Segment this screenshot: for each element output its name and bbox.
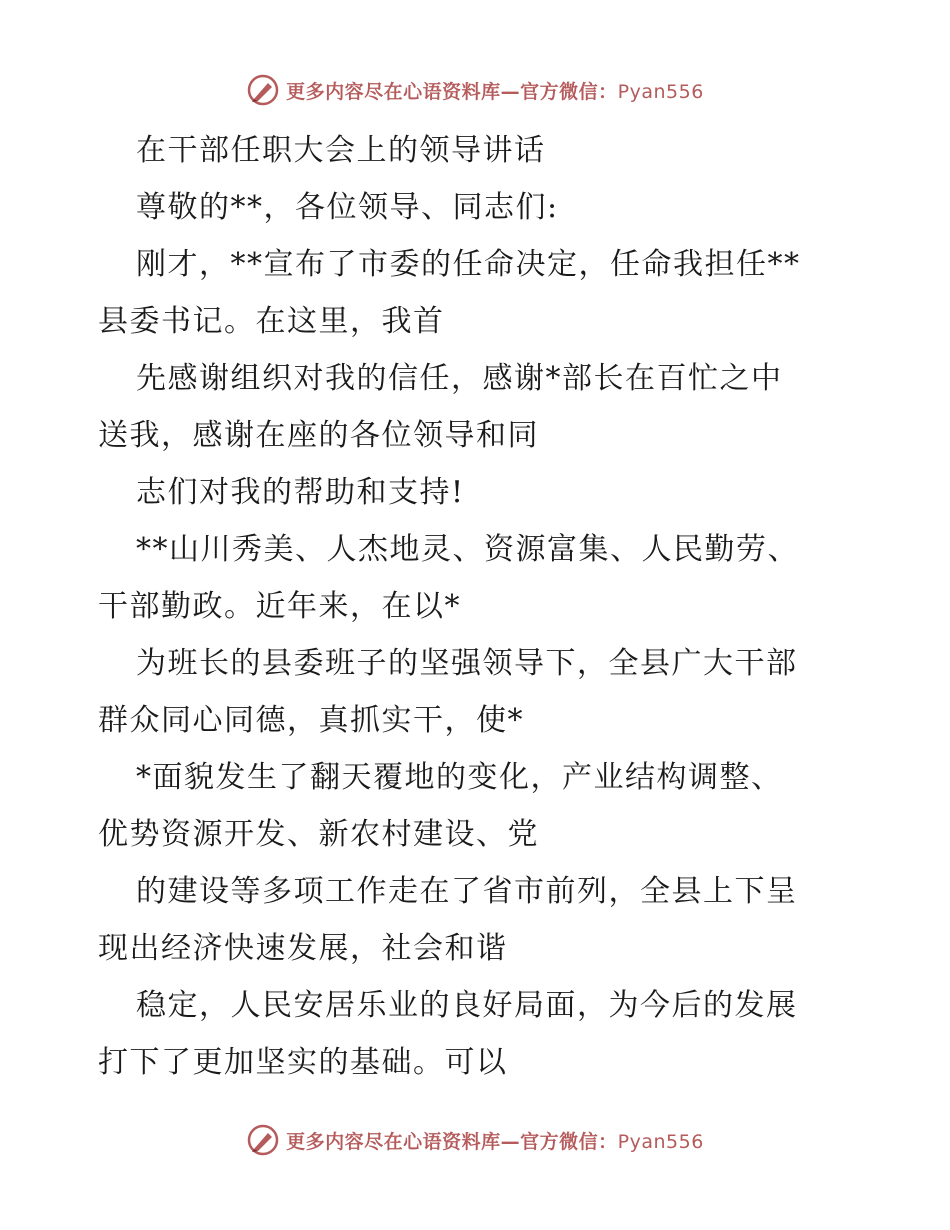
text-line: 刚才，**宣布了市委的任命决定，任命我担任**	[136, 247, 801, 282]
watermark-text: 更多内容尽在心语资料库—官方微信：Pyan556	[286, 1130, 704, 1153]
text-line: 先感谢组织对我的信任，感谢*部长在百忙之中	[136, 361, 783, 396]
pen-logo-icon	[246, 73, 280, 107]
text-line: *面貌发生了翻天覆地的变化，产业结构调整、	[136, 760, 783, 795]
watermark-text: 更多内容尽在心语资料库—官方微信：Pyan556	[286, 80, 704, 103]
text-line: 为班长的县委班子的坚强领导下，全县广大干部	[136, 646, 798, 681]
text-line: 志们对我的帮助和支持!	[136, 475, 465, 510]
text-line: 县委书记。在这里，我首	[98, 304, 445, 339]
header-watermark	[0, 70, 950, 110]
text-line: 尊敬的**，各位领导、同志们:	[136, 190, 559, 225]
footer-watermark	[0, 1120, 950, 1160]
document-body	[98, 122, 858, 1091]
text-line: 的建设等多项工作走在了省市前列，全县上下呈	[136, 874, 798, 909]
text-line: 在干部任职大会上的领导讲话	[136, 133, 546, 168]
text-line: 群众同心同德，真抓实干，使*	[98, 703, 524, 738]
text-line: **山川秀美、人杰地灵、资源富集、人民勤劳、	[136, 532, 799, 567]
pen-logo-icon	[246, 1123, 280, 1157]
text-line: 干部勤政。近年来，在以*	[98, 589, 461, 624]
text-line: 优势资源开发、新农村建设、党	[98, 817, 539, 852]
text-line: 送我，感谢在座的各位领导和同	[98, 418, 539, 453]
text-line: 稳定，人民安居乐业的良好局面，为今后的发展	[136, 988, 798, 1023]
text-line: 现出经济快速发展，社会和谐	[98, 931, 508, 966]
text-line: 打下了更加坚实的基础。可以	[98, 1045, 508, 1080]
